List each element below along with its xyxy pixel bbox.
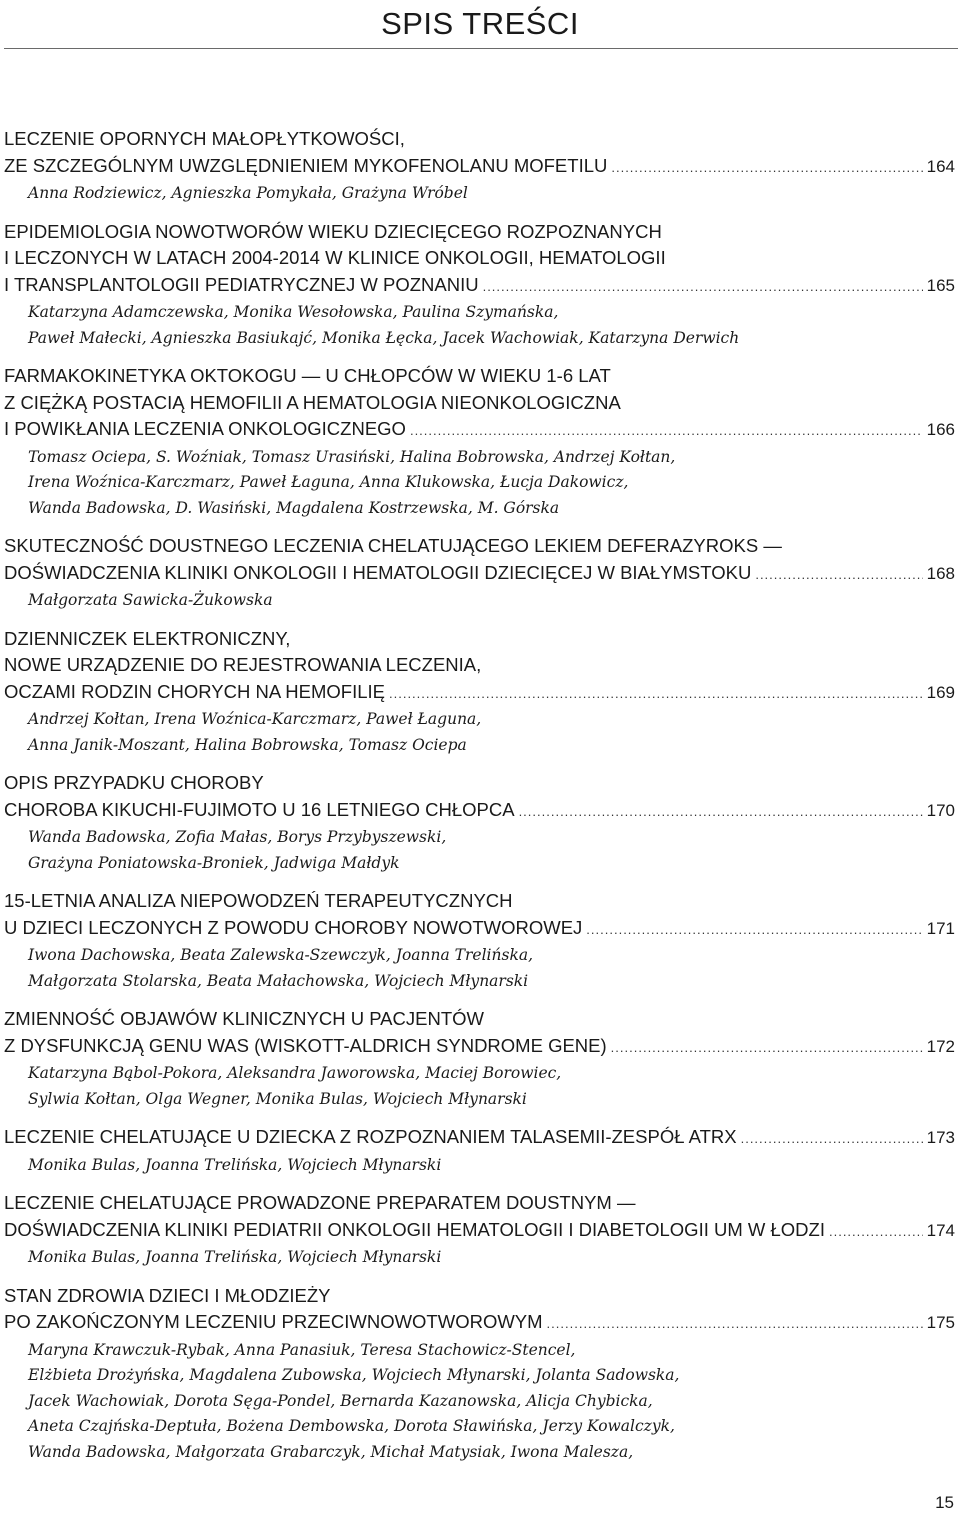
entry-title-line	[4, 1309, 955, 1338]
entry-title-text: PO ZAKOŃCZONYM LECZENIU PRZECIWNOWOTWOROWYM	[4, 1311, 543, 1332]
entry-title-line	[4, 272, 955, 301]
dot-leader	[755, 562, 922, 589]
dot-leader	[829, 1219, 923, 1246]
entry-title-line	[4, 560, 955, 589]
entry-authors: Monika Bulas, Joanna Trelińska, Wojciech Młynarski	[28, 1248, 442, 1266]
entry-title-line: Z CIĘŻKĄ POSTACIĄ HEMOFILII A HEMATOLOGIA NIEONKOLOGICZNA	[4, 391, 621, 413]
entry-page-number: 173	[926, 1128, 955, 1147]
toc-entry[interactable]	[4, 1124, 955, 1178]
entry-title-text: U DZIECI LECZONYCH Z POWODU CHOROBY NOWOTWOROWEJ	[4, 916, 583, 938]
header-rule	[4, 48, 958, 49]
entry-page-number: 168	[926, 563, 955, 583]
toc-entry[interactable]	[4, 363, 955, 521]
toc-entry[interactable]	[4, 533, 955, 614]
entry-page-number: 166	[926, 420, 955, 439]
entry-title-line	[4, 1033, 955, 1062]
entry-title-text: ZE SZCZEGÓLNYM UWZGLĘDNIENIEM MYKOFENOLANU MOFETILU	[4, 154, 608, 176]
toc-entry[interactable]	[4, 770, 955, 876]
entry-authors: Wanda Badowska, D. Wasiński, Magdalena Kostrzewska, M. Górska	[28, 498, 560, 517]
entry-title-text: LECZENIE CHELATUJĄCE U DZIECKA Z ROZPOZNANIEM TALASEMII-ZESPÓŁ ATRX	[4, 1126, 737, 1147]
entry-title-line: LECZENIE CHELATUJĄCE PROWADZONE PREPARATEM DOUSTNYM —	[4, 1192, 636, 1213]
dot-leader	[410, 418, 923, 445]
dot-leader	[741, 1126, 923, 1153]
entry-title-line: ZMIENNOŚĆ OBJAWÓW KLINICZNYCH U PACJENTÓW	[4, 1008, 484, 1029]
toc-entry[interactable]	[4, 219, 955, 352]
toc-entry[interactable]	[4, 126, 955, 207]
entry-title-line	[4, 416, 955, 445]
page-number: 15	[935, 1493, 954, 1512]
entry-authors: Monika Bulas, Joanna Trelińska, Wojciech Młynarski	[28, 1155, 442, 1174]
entry-authors: Irena Woźnica-Karczmarz, Paweł Łaguna, Anna Klukowska, Łucja Dakowicz,	[28, 473, 629, 491]
dot-leader	[611, 155, 922, 182]
entry-title-line	[4, 915, 955, 944]
toc-entry[interactable]	[4, 1006, 955, 1112]
entry-authors: Iwona Dachowska, Beata Zalewska-Szewczyk, Joanna Trelińska,	[28, 946, 534, 964]
entry-authors: Jacek Wachowiak, Dorota Sęga-Pondel, Bernarda Kazanowska, Alicja Chybicka,	[28, 1391, 653, 1410]
entry-title-line: SKUTECZNOŚĆ DOUSTNEGO LECZENIA CHELATUJĄCEGO LEKIEM DEFERAZYROKS —	[4, 535, 782, 556]
entry-page-number: 169	[926, 682, 955, 702]
entry-authors: Sylwia Kołtan, Olga Wegner, Monika Bulas, Wojciech Młynarski	[28, 1089, 527, 1108]
entry-authors: Tomasz Ociepa, S. Woźniak, Tomasz Urasiński, Halina Bobrowska, Andrzej Kołtan,	[28, 447, 676, 466]
entry-authors: Andrzej Kołtan, Irena Woźnica-Karczmarz, Paweł Łaguna,	[28, 710, 482, 728]
entry-title-line	[4, 679, 955, 708]
entry-title-line: DZIENNICZEK ELEKTRONICZNY,	[4, 627, 291, 649]
entry-authors: Anna Rodziewicz, Agnieszka Pomykała, Grażyna Wróbel	[28, 184, 468, 202]
entry-title-text: OCZAMI RODZIN CHORYCH NA HEMOFILIĘ	[4, 680, 385, 702]
entry-title-text: I POWIKŁANIA LECZENIA ONKOLOGICZNEGO	[4, 418, 406, 439]
entry-authors: Małgorzata Stolarska, Beata Małachowska, Wojciech Młynarski	[28, 971, 529, 990]
entry-page-number: 174	[926, 1220, 955, 1240]
entry-authors: Wanda Badowska, Zofia Małas, Borys Przybyszewski,	[28, 828, 447, 846]
entry-title-line: OPIS PRZYPADKU CHOROBY	[4, 772, 264, 793]
toc-entry[interactable]	[4, 626, 955, 759]
entry-title-text: CHOROBA KIKUCHI-FUJIMOTO U 16 LETNIEGO CHŁOPCA	[4, 798, 515, 820]
entry-title-text: Z DYSFUNKCJĄ GENU WAS (WISKOTT-ALDRICH SYNDROME GENE)	[4, 1034, 607, 1056]
toc-entry[interactable]	[4, 888, 955, 994]
entry-authors: Elżbieta Drożyńska, Magdalena Zubowska, Wojciech Młynarski, Jolanta Sadowska,	[28, 1366, 680, 1384]
entry-title-text: DOŚWIADCZENIA KLINIKI ONKOLOGII I HEMATOLOGII DZIECIĘCEJ W BIAŁYMSTOKU	[4, 561, 752, 583]
entry-authors: Katarzyna Bąbol-Pokora, Aleksandra Jaworowska, Maciej Borowiec,	[28, 1064, 562, 1082]
entry-authors: Maryna Krawczuk-Rybak, Anna Panasiuk, Teresa Stachowicz-Stencel,	[28, 1340, 576, 1359]
entry-title-text: DOŚWIADCZENIA KLINIKI PEDIATRII ONKOLOGII HEMATOLOGII I DIABETOLOGII UM W ŁODZI	[4, 1218, 825, 1240]
entry-title-line: STAN ZDROWIA DZIECI I MŁODZIEŻY	[4, 1284, 331, 1306]
dot-leader	[547, 1311, 923, 1338]
dot-leader	[519, 799, 923, 826]
entry-title-line: EPIDEMIOLOGIA NOWOTWORÓW WIEKU DZIECIĘCEGO ROZPOZNANYCH	[4, 220, 662, 242]
entry-title-line: I LECZONYCH W LATACH 2004-2014 W KLINICE ONKOLOGII, HEMATOLOGII	[4, 247, 666, 268]
toc-entry[interactable]	[4, 1190, 955, 1271]
entry-page-number: 172	[926, 1036, 955, 1056]
entry-title-text: I TRANSPLANTOLOGII PEDIATRYCZNEJ W POZNANIU	[4, 273, 479, 295]
entry-page-number: 164	[926, 156, 955, 176]
entry-authors: Paweł Małecki, Agnieszka Basiukajć, Monika Łęcka, Jacek Wachowiak, Katarzyna Derwich	[28, 328, 740, 347]
entry-authors: Anna Janik-Moszant, Halina Bobrowska, Tomasz Ociepa	[28, 735, 467, 754]
dot-leader	[483, 274, 923, 301]
dot-leader	[389, 681, 923, 708]
entry-title-line	[4, 797, 955, 826]
entry-authors: Katarzyna Adamczewska, Monika Wesołowska, Paulina Szymańska,	[28, 303, 559, 321]
dot-leader	[611, 1035, 923, 1062]
entry-title-line	[4, 1217, 955, 1246]
dot-leader	[586, 917, 922, 944]
page-title: SPIS TREŚCI	[381, 6, 579, 41]
entry-title-line: NOWE URZĄDZENIE DO REJESTROWANIA LECZENIA,	[4, 654, 482, 675]
entry-page-number: 170	[926, 800, 955, 820]
entry-title-line	[4, 153, 955, 182]
entry-authors: Aneta Czajńska-Deptuła, Bożena Dembowska, Dorota Sławińska, Jerzy Kowalczyk,	[28, 1417, 675, 1435]
entry-title-line: 15-LETNIA ANALIZA NIEPOWODZEŃ TERAPEUTYCZNYCH	[4, 890, 513, 911]
table-of-contents	[4, 126, 955, 1477]
entry-title-line: LECZENIE OPORNYCH MAŁOPŁYTKOWOŚCI,	[4, 128, 405, 149]
entry-authors: Grażyna Poniatowska-Broniek, Jadwiga Małdyk	[28, 853, 400, 872]
toc-entry[interactable]	[4, 1283, 955, 1466]
entry-authors: Małgorzata Sawicka-Żukowska	[28, 591, 273, 609]
entry-page-number: 175	[926, 1313, 955, 1332]
entry-title-line: FARMAKOKINETYKA OKTOKOGU — U CHŁOPCÓW W WIEKU 1-6 LAT	[4, 365, 611, 386]
entry-title-line	[4, 1124, 955, 1153]
entry-page-number: 165	[926, 275, 955, 295]
entry-authors: Wanda Badowska, Małgorzata Grabarczyk, Michał Matysiak, Iwona Malesza,	[28, 1442, 634, 1461]
entry-page-number: 171	[926, 918, 955, 938]
